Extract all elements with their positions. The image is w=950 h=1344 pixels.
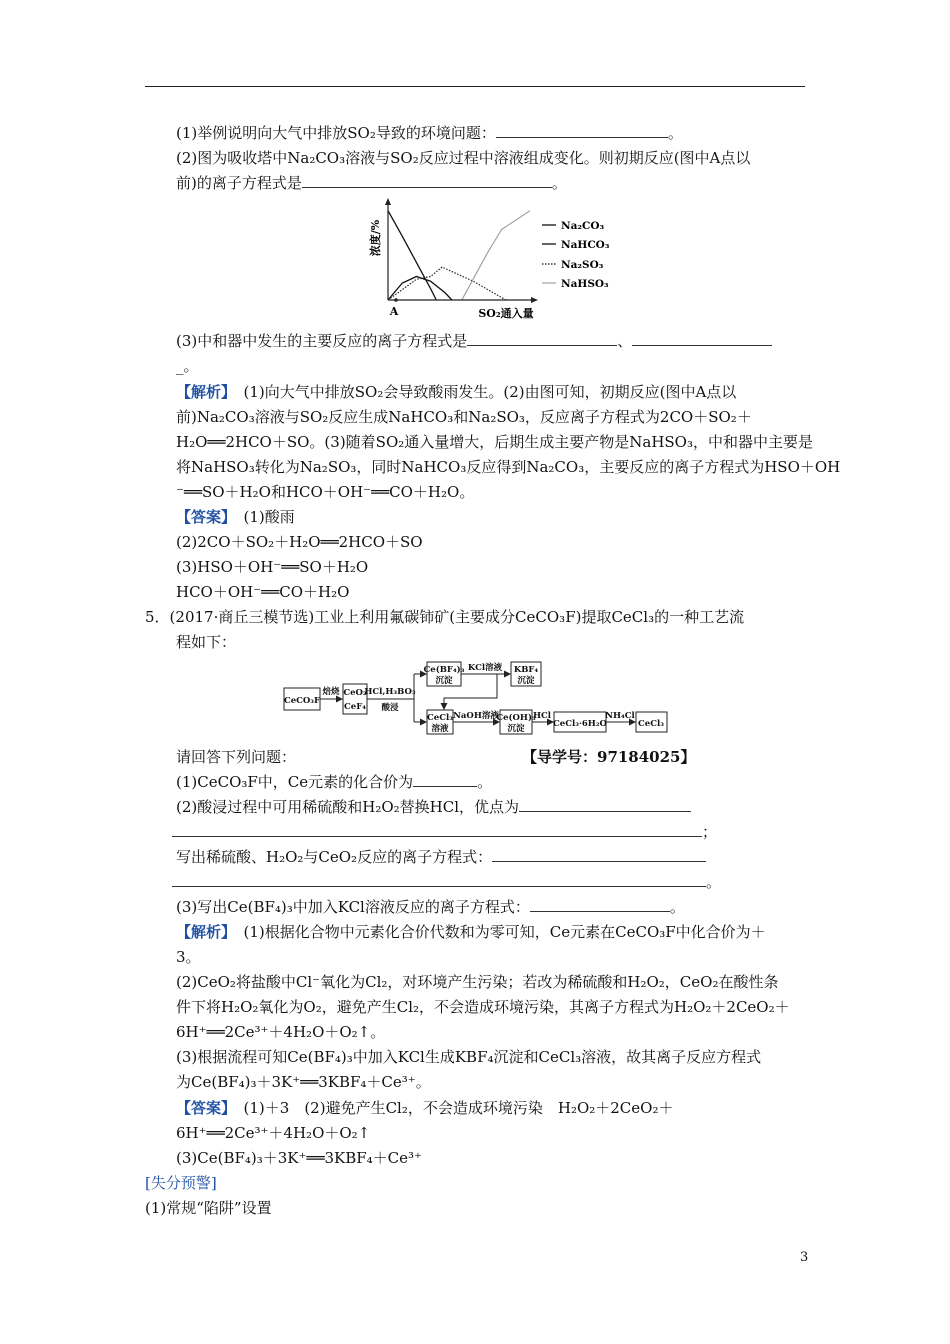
- legend-label-na2so3: Na₂SO₃: [561, 259, 604, 271]
- analysis1-line4: 将NaHSO₃转化为Na₂SO₃，同时NaHCO₃反应得到Na₂CO₃，主要反应的离子方程式为HSO＋OH: [176, 458, 841, 476]
- answer1-text1: (1)酸雨: [243, 508, 295, 526]
- q5-part1-end: 。: [477, 773, 493, 791]
- analysis-tag: 【解析】: [176, 383, 229, 401]
- point-a-label: A: [389, 305, 399, 318]
- q5-ask: 请回答下列问题：: [176, 748, 297, 766]
- analysis1-line3: H₂O══2HCO＋SO。(3)随着SO₂通入量增大，后期生成主要产物是NaHSO₃，中和器中主要是: [176, 433, 813, 451]
- q4-part3-text: (3)中和器中发生的主要反应的离子方程式是: [176, 332, 468, 350]
- q5-part1: [176, 772, 492, 792]
- q4-part2-line2: [176, 173, 567, 193]
- analysis2-line7: 为Ce(BF₄)₃＋3K⁺══3KBF₄＋Ce³⁺。: [176, 1073, 431, 1091]
- q5-part2-text: (2)酸浸过程中可用稀硫酸和H₂O₂替换HCl，优点为: [176, 798, 520, 816]
- series-line-1: [388, 277, 452, 301]
- q5-line2: 程如下：: [176, 633, 237, 651]
- label-naoh: NaOH溶液: [453, 711, 499, 721]
- answer2-line2: 6H⁺══2Ce³⁺＋4H₂O＋O₂↑: [176, 1124, 371, 1142]
- header-rule: [145, 86, 805, 87]
- answer-blank[interactable]: [530, 897, 670, 912]
- analysis2-line6: (3)根据流程可知Ce(BF₄)₃中加入KCl生成KBF₄沉淀和CeCl₃溶液，故其离子反应方程式: [176, 1048, 762, 1066]
- warning-tag: [失分预警]: [145, 1174, 217, 1192]
- answer-tag: 【答案】: [176, 1099, 229, 1117]
- answer-blank[interactable]: [172, 822, 702, 837]
- box-kbf-label2: 沉淀: [517, 676, 535, 686]
- legend-label-na2co3: Na₂CO₃: [561, 220, 605, 232]
- legend-label-nahco3: NaHCO₃: [561, 239, 610, 251]
- box-cecl-label1: CeCl₃: [427, 713, 453, 723]
- q4-part3-end: _。: [176, 357, 199, 375]
- chart-legend: [542, 220, 610, 290]
- answer1-line3: (3)HSO＋OH⁻══SO＋H₂O: [176, 558, 369, 576]
- question-number: 5．: [145, 608, 170, 626]
- answer-tag: 【答案】: [176, 508, 229, 526]
- q4-part1-end: 。: [667, 124, 683, 142]
- q4-part2-line1: (2)图为吸收塔中Na₂CO₃溶液与SO₂反应过程中溶液组成变化。则初期反应(图中A点以: [176, 149, 751, 167]
- label-hcl: HCl: [532, 711, 552, 721]
- analysis2-line1: [176, 922, 766, 942]
- answer-blank[interactable]: [496, 123, 668, 138]
- label-kcl: KCl溶液: [467, 663, 503, 673]
- q4-part2-text: 前)的离子方程式是: [176, 174, 302, 192]
- x-axis-label: SO₂通入量: [478, 307, 534, 320]
- analysis-tag: 【解析】: [176, 923, 229, 941]
- q5-part2b-text: 写出稀硫酸、H₂O₂与CeO₂反应的离子方程式：: [176, 848, 493, 866]
- q4-part3: [176, 331, 772, 351]
- chart-series-group: [388, 211, 530, 300]
- box-ceoh-label1: Ce(OH)₃: [496, 713, 536, 723]
- answer2-line1: [176, 1098, 673, 1118]
- q5-part2b-cont: [172, 872, 721, 892]
- y-axis-arrow: [385, 198, 391, 205]
- answer1-line2: (2)2CO＋SO₂＋H₂O══2HCO＋SO: [176, 533, 423, 551]
- answer-blank[interactable]: [632, 331, 772, 346]
- legend-label-nahso3: NaHSO₃: [561, 278, 609, 290]
- answer-blank[interactable]: [413, 772, 477, 787]
- analysis2-text1: (1)根据化合物中元素化合价代数和为零可知，Ce元素在CeCO₃F中化合价为＋: [243, 923, 766, 941]
- page-number: 3: [800, 1250, 809, 1265]
- box-cecl-label2: 溶液: [431, 724, 449, 734]
- q5-part2b: [176, 847, 706, 867]
- answer-blank[interactable]: [172, 872, 706, 887]
- label-nh4cl: NH₄Cl: [605, 711, 635, 721]
- answer-blank[interactable]: [467, 331, 617, 346]
- q4-part2-end: 。: [551, 174, 567, 192]
- analysis2-line2: 3。: [176, 948, 201, 966]
- q5-part3: [176, 897, 685, 917]
- analysis2-line3: (2)CeO₂将盐酸中Cl⁻氧化为Cl₂，对环境产生污染；若改为稀硫酸和H₂O₂，CeO₂在酸性条: [176, 973, 779, 991]
- answer-blank[interactable]: [302, 173, 552, 188]
- point-a-marker: [394, 298, 398, 302]
- box-ore-label: CeCO₃F: [283, 696, 321, 706]
- label-roast: 焙烧: [322, 687, 340, 697]
- q5-line1: [145, 607, 744, 627]
- q5-part2-end: ；: [702, 823, 718, 841]
- q4-part1-text: (1)举例说明向大气中排放SO₂导致的环境问题：: [176, 124, 496, 142]
- answer2-text1: (1)＋3 (2)避免产生Cl₂，不会造成环境污染 H₂O₂＋2CeO₂＋: [243, 1099, 674, 1117]
- series-line-0: [388, 211, 436, 300]
- analysis1-text1: (1)向大气中排放SO₂会导致酸雨发生。(2)由图可知，初期反应(图中A点以: [243, 383, 737, 401]
- concentration-chart: [362, 196, 632, 324]
- q4-part1: [176, 123, 683, 143]
- box-cebf-label2: 沉淀: [435, 676, 453, 686]
- box-cebf-label1: Ce(BF₄)₃: [423, 665, 465, 675]
- q5-part2: [176, 797, 691, 817]
- q5-part2-cont: [172, 822, 717, 842]
- q5-text1: (2017·商丘三模节选)工业上利用氟碳铈矿(主要成分CeCO₃F)提取CeCl₃的一种工艺流: [169, 608, 745, 626]
- analysis2-line4: 件下将H₂O₂氧化为O₂，避免产生Cl₂，不会造成环境污染，其离子方程式为H₂O₂＋2CeO₂＋: [176, 998, 790, 1016]
- answer1-line4: HCO＋OH⁻══CO＋H₂O: [176, 583, 350, 601]
- analysis1-line5: ⁻══SO＋H₂O和HCO＋OH⁻══CO＋H₂O。: [176, 483, 475, 501]
- box-final-label: CeCl₃: [638, 719, 664, 729]
- q5-part2b-end: 。: [706, 873, 722, 891]
- answer1-line1: [176, 507, 295, 527]
- box-mixture-label1: CeO₂: [343, 688, 367, 698]
- box-mixture-label2: CeF₄: [344, 702, 366, 712]
- answer2-line3: (3)Ce(BF₄)₃＋3K⁺══3KBF₄＋Ce³⁺: [176, 1149, 422, 1167]
- q5-part3-end: 。: [669, 898, 685, 916]
- label-leach: 酸浸: [381, 703, 399, 713]
- answer-blank[interactable]: [519, 797, 691, 812]
- process-flow-diagram: [282, 658, 672, 740]
- x-axis-arrow: [531, 297, 538, 303]
- answer-blank[interactable]: [492, 847, 706, 862]
- label-acid: HCl,H₃BO₃: [364, 687, 416, 697]
- series-line-3: [462, 211, 530, 300]
- warning-line1: (1)常规“陷阱”设置: [145, 1199, 272, 1217]
- analysis1-line1: [176, 382, 736, 402]
- analysis2-line5: 6H⁺══2Ce³⁺＋4H₂O＋O₂↑。: [176, 1023, 386, 1041]
- y-axis-label: 浓度/%: [369, 219, 382, 257]
- box-kbf-label1: KBF₄: [513, 665, 539, 675]
- box-hydrate-label: CeCl₃·6H₂O: [553, 719, 607, 729]
- guide-number: 【导学号：97184025】: [522, 748, 696, 766]
- box-ceoh-label2: 沉淀: [507, 724, 525, 734]
- analysis1-line2: 前)Na₂CO₃溶液与SO₂反应生成NaHCO₃和Na₂SO₃，反应离子方程式为2CO＋SO₂＋: [176, 408, 752, 426]
- q5-part3-text: (3)写出Ce(BF₄)₃中加入KCl溶液反应的离子方程式：: [176, 898, 530, 916]
- q5-part1-text: (1)CeCO₃F中，Ce元素的化合价为: [176, 773, 414, 791]
- q4-part3-sep: 、: [617, 332, 633, 350]
